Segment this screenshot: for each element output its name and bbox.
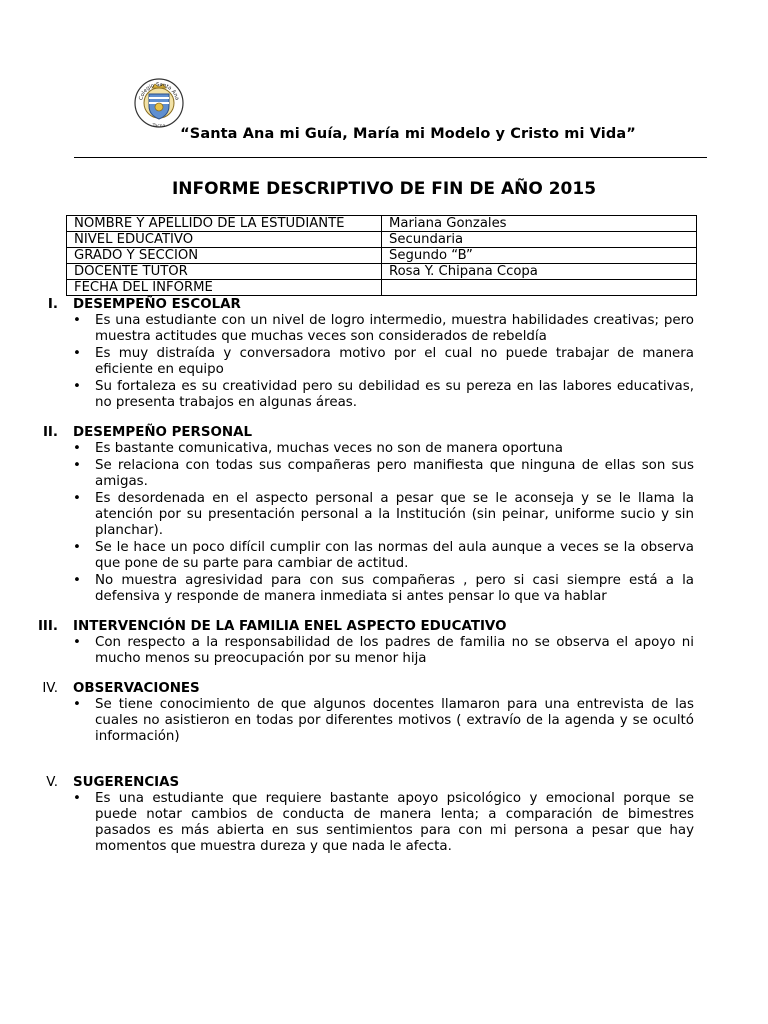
list-item: • Es muy distraída y conversadora motivo por el cual no puede trabajar de manera eficiente en equipo [73,346,694,377]
list-item: • Es desordenada en el aspecto personal a pesar que se le aconseja y se le llama la atención por su presentación personal a la Institución (sin peinar, uniforme sucio y sin planchar). [73,491,694,538]
info-label: GRADO Y SECCIÓN [67,248,382,264]
info-label: NIVEL EDUCATIVO [67,232,382,248]
section-heading [0,619,768,635]
bullet-icon: • [73,540,81,555]
bullet-icon: • [73,697,81,712]
section-number: II. [42,425,58,440]
section-title: SUGERENCIAS [73,775,180,790]
section-observations [0,681,768,745]
list-item: • Es bastante comunicativa, muchas veces no son de manera oportuna [73,441,563,456]
list-item: • Se tiene conocimiento de que algunos docentes llamaron para una entrevista de las cuales no asistieron en todas por diferentes motivos ( extravío de la agenda y se ocultó información) [73,697,694,744]
section-academic [0,297,768,411]
section-heading [0,775,768,791]
table-row [67,232,697,248]
section-list [0,791,768,855]
section-number: V. [46,775,58,790]
section-number: IV. [42,681,58,696]
section-list [0,441,768,605]
section-title: DESEMPEÑO ESCOLAR [73,297,241,312]
section-title: OBSERVACIONES [73,681,200,696]
list-item: • Su fortaleza es su creatividad pero su debilidad es su pereza en las labores educativas, no presenta trabajos en algunas áreas. [73,379,694,410]
section-list [0,313,768,411]
bullet-icon: • [73,573,81,588]
info-value [382,280,697,296]
report-body [0,297,768,856]
info-label: FECHA DEL INFORME [67,280,382,296]
bullet-icon: • [73,458,81,473]
section-title: INTERVENCIÓN DE LA FAMILIA ENEL ASPECTO EDUCATIVO [73,619,507,634]
section-heading [0,681,768,697]
school-logo [133,76,185,132]
school-motto: “Santa Ana mi Guía, María mi Modelo y Cristo mi Vida” [180,126,636,142]
bullet-icon: • [73,313,81,328]
list-item: • Se relaciona con todas sus compañeras pero manifiesta que ninguna de ellas son sus amigas. [73,458,694,489]
table-row [67,264,697,280]
logo-city-text: Tacna [152,124,166,129]
student-info-table [66,215,697,296]
info-label: DOCENTE TUTOR [67,264,382,280]
section-number: I. [47,297,58,312]
bullet-icon: • [73,791,81,806]
logo-ring-text: Colegio Santa Ana [138,81,180,101]
section-number: III. [37,619,58,634]
bullet-icon: • [73,346,81,361]
bullet-icon: • [73,635,81,650]
info-value: Mariana Gonzales [382,216,697,232]
info-label: NOMBRE Y APELLIDO DE LA ESTUDIANTE [67,216,382,232]
section-title: DESEMPEÑO PERSONAL [73,425,252,440]
section-heading [0,425,768,441]
list-item: • Se le hace un poco difícil cumplir con las normas del aula aunque a veces se la observa que pone de su parte para cambiar de actitud. [73,540,694,571]
info-value: Secundaria [382,232,697,248]
document-title: INFORME DESCRIPTIVO DE FIN DE AÑO 2015 [171,179,597,199]
section-heading [0,297,768,313]
table-row [67,280,697,296]
section-list [0,635,768,667]
list-item: • No muestra agresividad para con sus compañeras , pero si casi siempre está a la defensiva y responde de manera inmediata si antes pensar lo que va hablar [73,573,694,604]
section-personal [0,425,768,605]
bullet-icon: • [73,379,81,394]
section-suggestions [0,775,768,855]
bullet-icon: • [73,491,81,506]
list-item: • Con respecto a la responsabilidad de los padres de familia no se observa el apoyo ni mucho menos su preocupación por su menor hija [73,635,694,666]
list-item: • Es una estudiante que requiere bastante apoyo psicológico y emocional porque se puede notar cambios de conducta de manera lenta; a comparación de bimestres pasados es más abierta en sus sentimientos para con mi persona a pesar que hay momentos que muestra dureza y que nada le afecta. [73,791,694,854]
header-divider [74,157,707,158]
section-list [0,697,768,745]
info-value: Segundo “B” [382,248,697,264]
info-value: Rosa Y. Chipana Ccopa [382,264,697,280]
list-item: • Es una estudiante con un nivel de logro intermedio, muestra habilidades creativas; pero muestra actitudes que muchas veces son considerados de rebeldía [73,313,694,344]
section-family [0,619,768,667]
bullet-icon: • [73,441,81,456]
table-row [67,216,697,232]
table-row [67,248,697,264]
